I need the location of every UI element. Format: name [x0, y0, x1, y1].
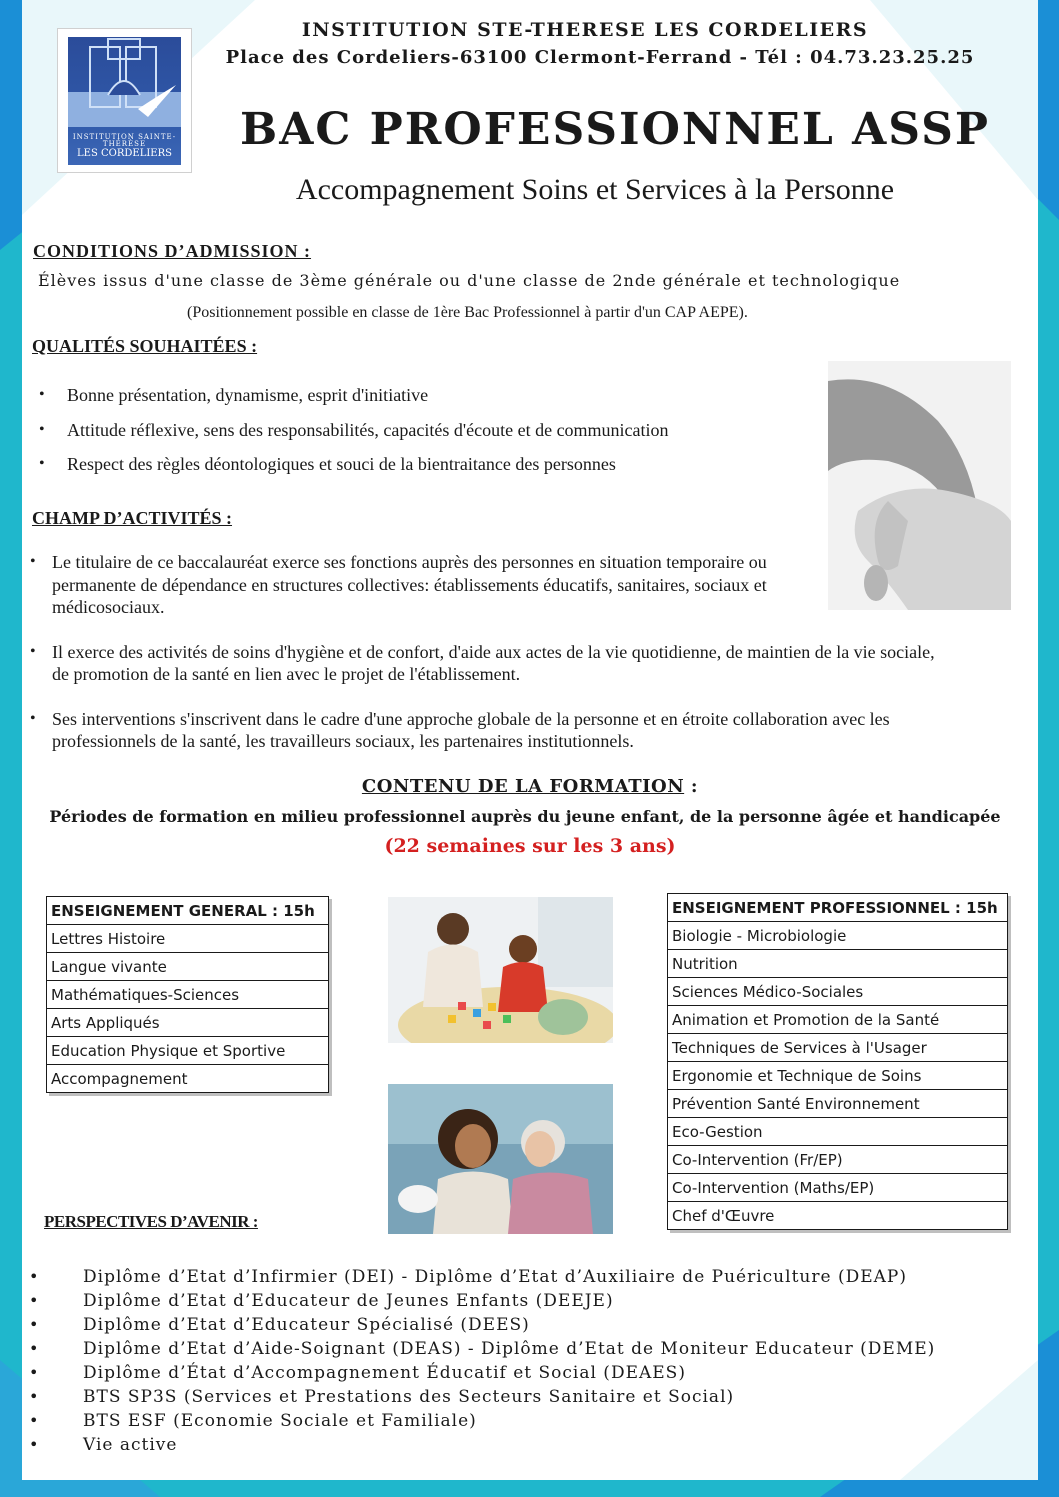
child-play-photo — [388, 897, 613, 1043]
page-subtitle: Accompagnement Soins et Services à la Personne — [295, 173, 895, 206]
bullet-icon: • — [29, 1387, 40, 1406]
table-row: Prévention Santé Environnement — [668, 1090, 1008, 1118]
list-item: • Le titulaire de ce baccalauréat exerce ses fonctions auprès des personnes en situation temporaire ou permanente de dépendance en structures collectives: établissements éducatifs, sanitaires, sociaux et médicosociaux. — [30, 552, 767, 617]
admission-text: Élèves issus d'une classe de 3ème générale ou d'une classe de 2nde générale et technologique — [38, 271, 901, 290]
periodes-text: Périodes de formation en milieu professionnel auprès du jeune enfant, de la personne âgée et handicapée — [49, 807, 1001, 826]
table-row: Biologie - Microbiologie — [668, 922, 1008, 950]
table-row: Mathématiques-Sciences — [47, 981, 329, 1009]
qualites-list — [39, 383, 807, 487]
list-item: • BTS SP3S (Services et Prestations des Secteurs Sanitaire et Social) — [29, 1387, 735, 1407]
bullet-icon: • — [39, 420, 45, 438]
list-item: • Vie active — [29, 1435, 178, 1455]
list-item: • Diplôme d’Etat d’Infirmier (DEI) - Diplôme d’Etat d’Auxiliaire de Puériculture (DEAP) — [29, 1267, 907, 1287]
enseignement-professionnel-table — [667, 893, 1008, 1230]
table-row: Ergonomie et Technique de Soins — [668, 1062, 1008, 1090]
list-item: • Diplôme d’Etat d’Educateur de Jeunes Enfants (DEEJE) — [29, 1291, 614, 1311]
list-item: • Respect des règles déontologiques et souci de la bientraitance des personnes — [39, 454, 616, 474]
champ-list — [30, 551, 952, 775]
bullet-icon: • — [30, 553, 36, 570]
table-row: Techniques de Services à l'Usager — [668, 1034, 1008, 1062]
enseignement-general-table — [46, 896, 329, 1093]
champ-heading: CHAMP D’ACTIVITÉS : — [32, 508, 233, 528]
admission-heading: CONDITIONS D’ADMISSION : — [33, 241, 312, 261]
table-row: Co-Intervention (Fr/EP) — [668, 1146, 1008, 1174]
table-row: Chef d'Œuvre — [668, 1202, 1008, 1230]
institution-logo — [57, 28, 192, 173]
bullet-icon: • — [30, 709, 36, 727]
bullet-icon: • — [29, 1267, 40, 1286]
table-header: ENSEIGNEMENT GENERAL : 15h — [47, 897, 329, 925]
qualites-heading: QUALITÉS SOUHAITÉES : — [32, 336, 258, 356]
list-item: • Diplôme d’État d’Accompagnement Éducatif et Social (DEAES) — [29, 1363, 686, 1383]
perspectives-list — [29, 1265, 1023, 1457]
bullet-icon: • — [29, 1339, 40, 1358]
table-row: Nutrition — [668, 950, 1008, 978]
list-item: • Ses interventions s'inscrivent dans le cadre d'une approche globale de la personne et en étroite collaboration avec les professionnels de la santé, les travailleurs sociaux, les partenaires institutionnels. — [30, 708, 890, 751]
page-title: BAC PROFESSIONNEL ASSP — [240, 104, 990, 155]
institution-name: INSTITUTION STE-THERESE LES CORDELIERS — [301, 19, 869, 41]
list-item: • Diplôme d’Etat d’Aide-Soignant (DEAS) - Diplôme d’Etat de Moniteur Educateur (DEME) — [29, 1339, 936, 1359]
contenu-heading: CONTENU DE LA FORMATION : — [361, 776, 699, 797]
table-row: Co-Intervention (Maths/EP) — [668, 1174, 1008, 1202]
logo-building-icon — [68, 37, 181, 127]
table-row: Lettres Histoire — [47, 925, 329, 953]
list-item: • BTS ESF (Economie Sociale et Familiale) — [29, 1411, 477, 1431]
table-row: Animation et Promotion de la Santé — [668, 1006, 1008, 1034]
bullet-icon: • — [29, 1363, 40, 1382]
caregiver-photo — [388, 1084, 613, 1234]
list-item: • Il exerce des activités de soins d'hygiène et de confort, d'aide aux actes de la vie quotidienne, de maintien de la vie sociale, de promotion de la santé en lien avec le projet de l'établissement. — [30, 641, 935, 684]
table-row: Sciences Médico-Sociales — [668, 978, 1008, 1006]
table-row: Accompagnement — [47, 1065, 329, 1093]
institution-address: Place des Cordeliers-63100 Clermont-Ferrand - Tél : 04.73.23.25.25 — [225, 47, 975, 68]
duree-text: (22 semaines sur les 3 ans) — [384, 835, 676, 857]
bullet-icon: • — [29, 1435, 40, 1454]
table-row: Arts Appliqués — [47, 1009, 329, 1037]
logo-text-line1: INSTITUTION SAINTE-THÉRÈSE — [72, 132, 177, 149]
bullet-icon: • — [29, 1411, 40, 1430]
bullet-icon: • — [29, 1291, 40, 1310]
table-row: Eco-Gestion — [668, 1118, 1008, 1146]
perspectives-heading: PERSPECTIVES D’AVENIR : — [44, 1212, 258, 1231]
logo-emblem — [68, 37, 181, 165]
bullet-icon: • — [30, 642, 36, 660]
table-row: Education Physique et Sportive — [47, 1037, 329, 1065]
list-item: • Diplôme d’Etat d’Educateur Spécialisé (DEES) — [29, 1315, 530, 1335]
bullet-icon: • — [29, 1315, 40, 1334]
logo-text-line2: LES CORDELIERS — [77, 147, 172, 159]
table-header: ENSEIGNEMENT PROFESSIONNEL : 15h — [668, 894, 1008, 922]
list-item: • Bonne présentation, dynamisme, esprit d'initiative — [39, 385, 429, 405]
list-item: • Attitude réflexive, sens des responsabilités, capacités d'écoute et de communication — [39, 419, 669, 440]
table-row: Langue vivante — [47, 953, 329, 981]
admission-note: (Positionnement possible en classe de 1ère Bac Professionnel à partir d'un CAP AEPE). — [187, 304, 748, 321]
bullet-icon: • — [39, 455, 45, 472]
bullet-icon: • — [39, 386, 45, 403]
